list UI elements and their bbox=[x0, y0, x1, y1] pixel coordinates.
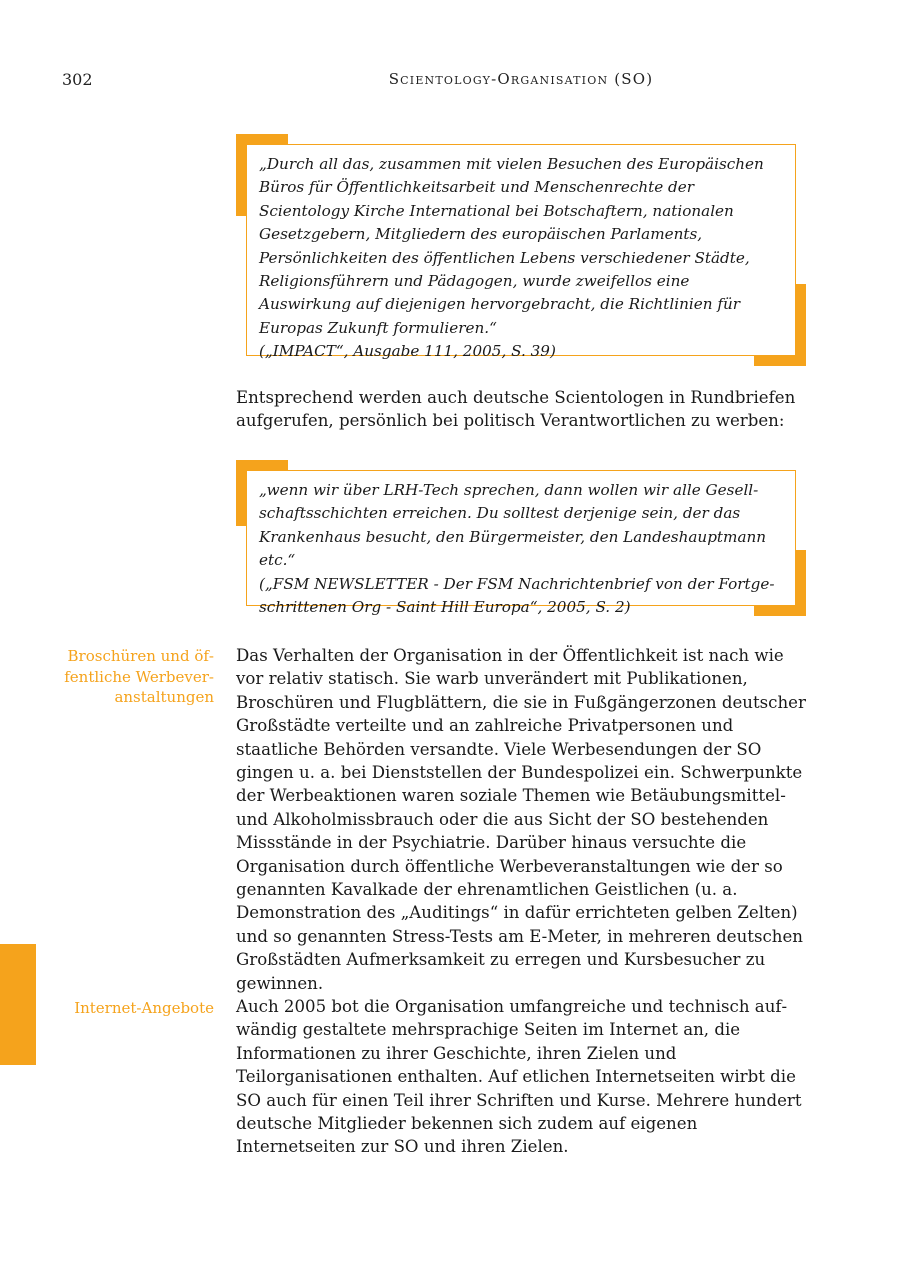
quote-text: „Durch all das, zusammen mit vielen Besuchen des Europäischen Büros für Öffentlichkeitsarbeit und Menschenrechte der Scientology Kirche International bei Botschaftern, nationalen Gesetzgebern, Mitgliedern des europäischen Parlaments, Persönlichkeiten des öffentlichen Lebens verschiedener Städte, Religionsführern und Pädagogen, wurde zweifellos eine Auswirkung auf diejenigen hervorgebracht, die Richtlinien für Europas Zukunft formulieren.“ bbox=[259, 155, 764, 337]
intro-paragraph: Entsprechend werden auch deutsche Scientologen in Rundbriefen aufgerufen, persönlich bei politisch Verantwortlichen zu werben: bbox=[236, 388, 796, 431]
quote-frame bbox=[246, 470, 796, 617]
margin-note-brochures: Broschüren und öffentliche Werbeveranstaltungen bbox=[64, 647, 214, 706]
margin-note-internet: Internet-Angebote bbox=[74, 999, 214, 1017]
quote-text: „wenn wir über LRH-Tech sprechen, dann wollen wir alle Gesellschaftsschichten erreichen. Du solltest derjenige sein, der das Krankenhaus besucht, den Bürgermeister, den Landeshauptmann etc.“ bbox=[259, 481, 767, 570]
quote-box-fsm-newsletter bbox=[236, 460, 806, 616]
running-title: Scientology-Organisation (SO) bbox=[388, 70, 654, 88]
side-thumb-tab bbox=[0, 944, 36, 1065]
quote-frame bbox=[246, 144, 796, 361]
paragraph-internet: Auch 2005 bot die Organisation umfangreiche und technisch aufwändig gestaltete mehrsprachige Seiten im Internet an, die Informationen zu ihrer Geschichte, ihren Zielen und Teilorganisationen enthalten. Auf etlichen Internetseiten wirbt die SO auch für einen Teil ihrer Schriften und Kurse. Mehrere hundert deutsche Mitglieder bekennen sich zudem auf eigenen Internetseiten zur SO und ihren Zielen. bbox=[236, 997, 802, 1157]
page-number: 302 bbox=[62, 70, 93, 89]
quote-source: („FSM NEWSLETTER - Der FSM Nachrichtenbrief von der Fortgeschrittenen Org - Saint Hill Europa“, 2005, S. 2) bbox=[259, 574, 775, 617]
quote-source: („IMPACT“, Ausgabe 111, 2005, S. 39) bbox=[259, 342, 556, 361]
quote-box-impact bbox=[236, 134, 806, 366]
paragraph-brochures: Das Verhalten der Organisation in der Öffentlichkeit ist nach wie vor relativ statisch. Sie warb unverändert mit Publikationen, Broschüren und Flugblättern, die sie in Fußgängerzonen deutscher Großstädte verteilte und an zahlreiche Privatpersonen und staatliche Behörden versandte. Viele Werbesendungen der SO gingen u. a. bei Dienststellen der Bundespolizei ein. Schwerpunkte der Werbeaktionen waren soziale Themen wie Betäubungsmittel- und Alkoholmissbrauch oder die aus Sicht der SO bestehenden Missstände in der Psychiatrie. Darüber hinaus versuchte die Organisation durch öffentliche Werbeveranstaltungen wie der so genannten Kavalkade der ehrenamtlichen Geistlichen (u. a. Demonstration des „Auditings“ in dafür errichteten gelben Zelten) und so genannten Stress-Tests am E-Meter, in mehreren deutschen Großstädten Aufmerksamkeit zu erregen und Kursbesucher zu gewinnen. bbox=[236, 646, 806, 993]
